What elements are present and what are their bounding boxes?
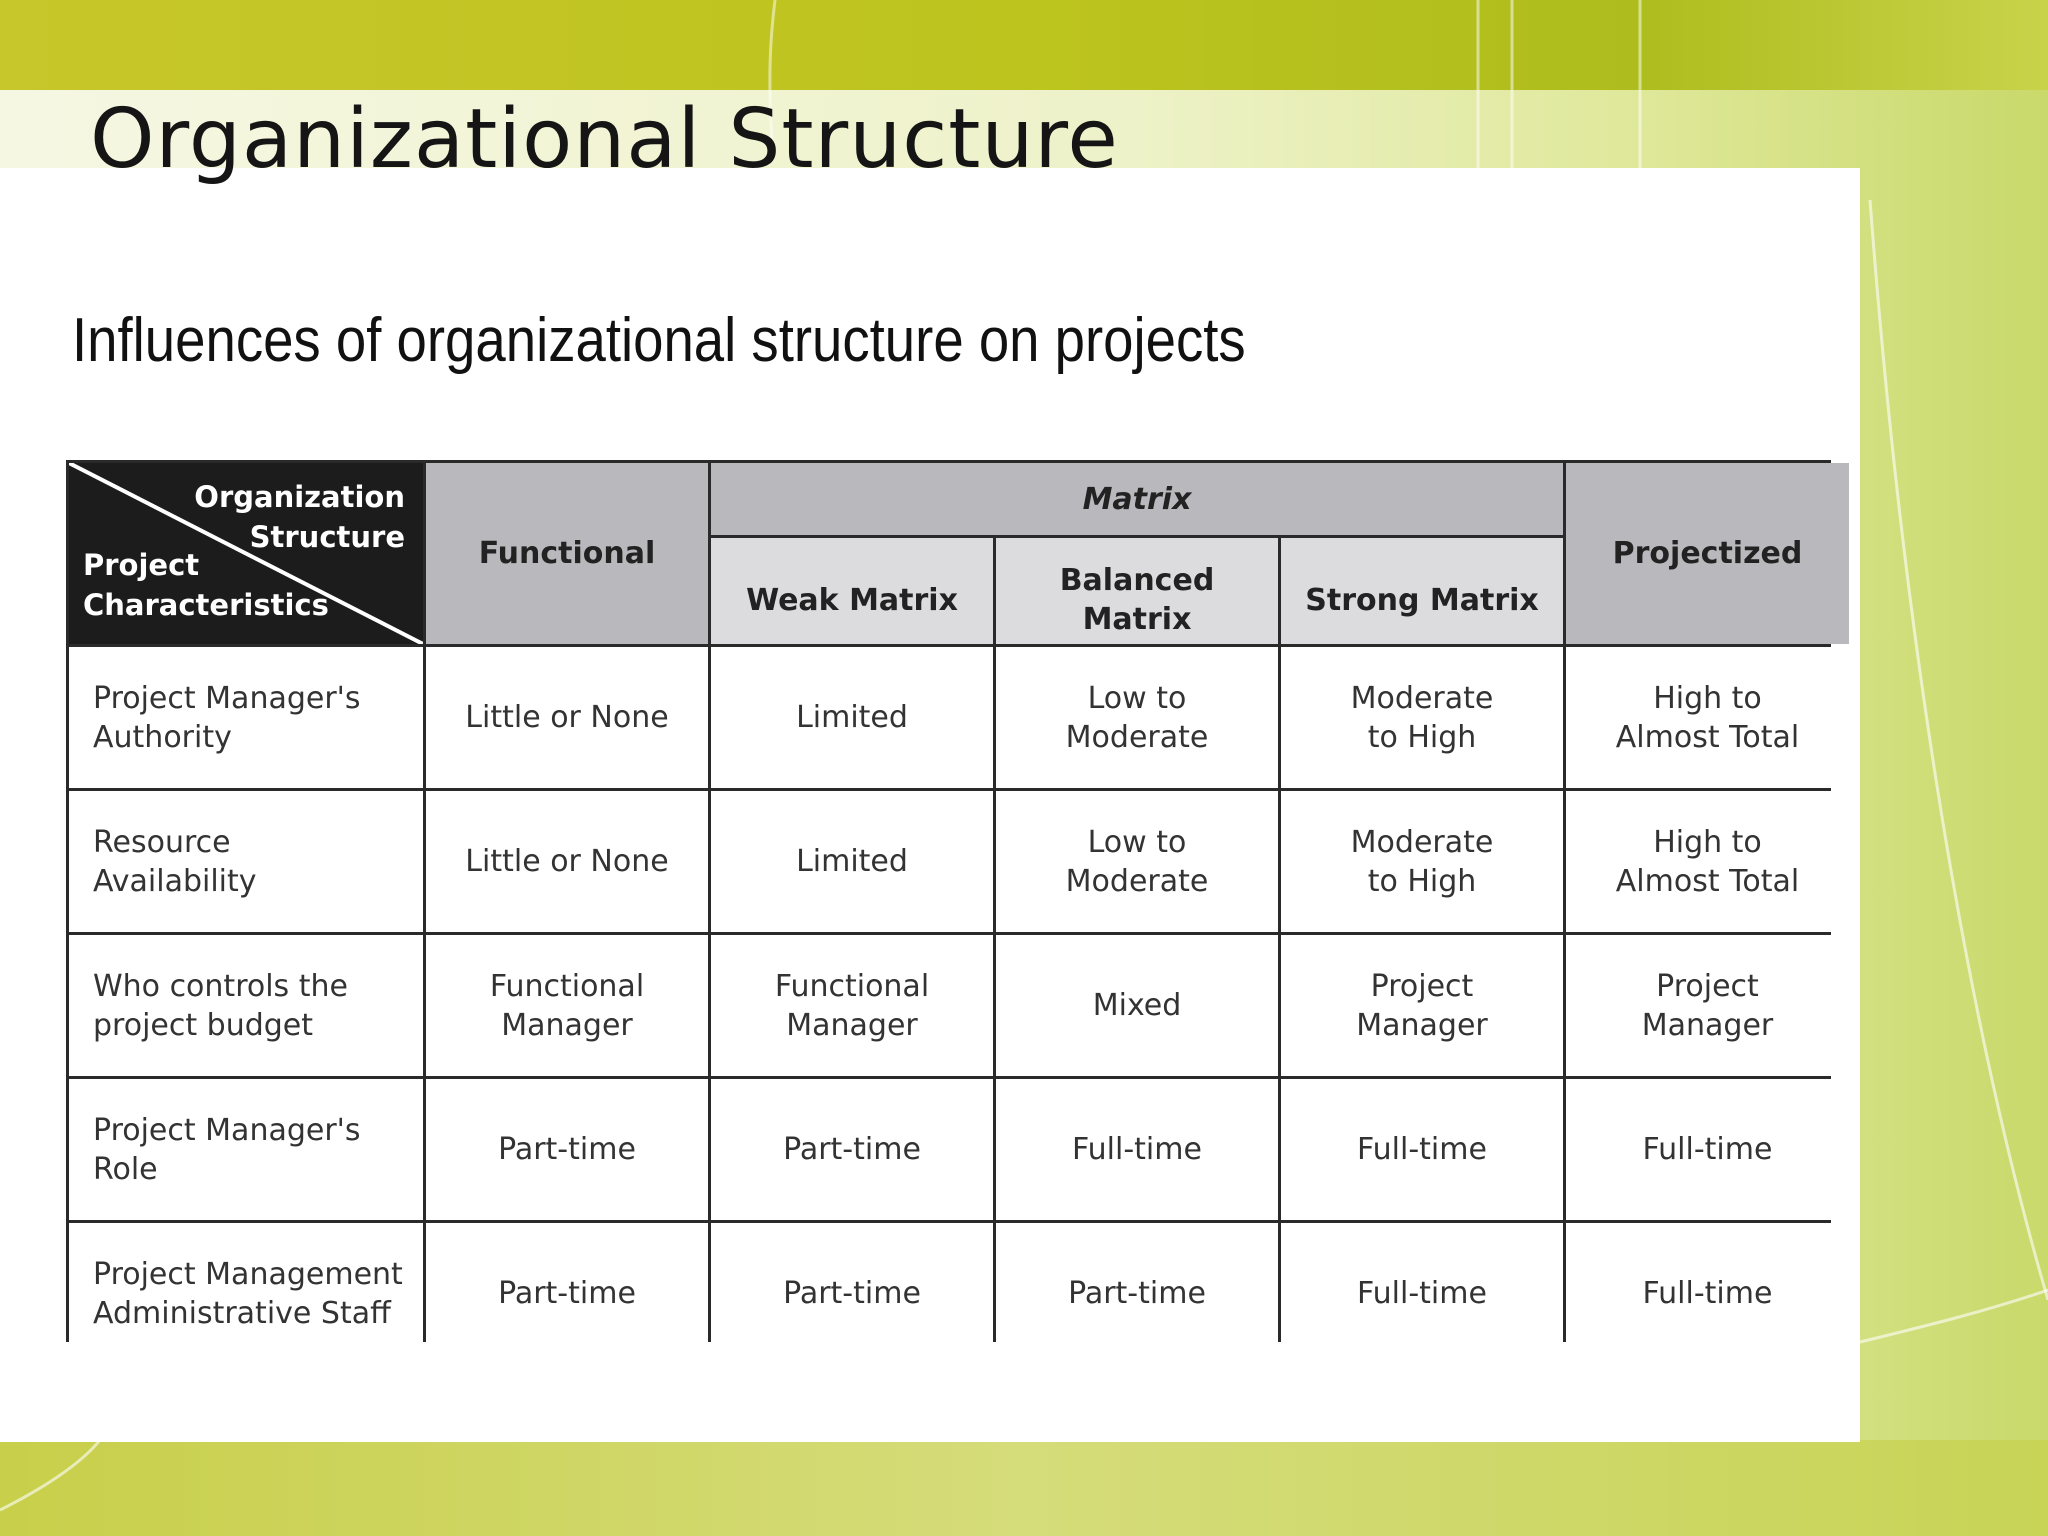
row-label-admin-staff: Project Management Administrative Staff: [69, 1223, 423, 1364]
table-cell: Low to Moderate: [996, 647, 1278, 788]
table-cell: Full-time: [996, 1079, 1278, 1220]
org-structure-table: [66, 460, 1831, 1342]
corner-project-line2: Characteristics: [83, 588, 329, 622]
table-cell: Little or None: [426, 647, 708, 788]
header-projectized: Projectized: [1566, 463, 1849, 644]
table-corner-header: [69, 463, 423, 644]
table-cell: Part-time: [426, 1223, 708, 1364]
header-weak-matrix: Weak Matrix: [711, 538, 993, 644]
top-accent-band: [0, 0, 2048, 90]
table-cell: Full-time: [1281, 1079, 1563, 1220]
table-cell: Part-time: [426, 1079, 708, 1220]
table-cell: Moderate to High: [1281, 791, 1563, 932]
table-cell: Part-time: [711, 1223, 993, 1364]
corner-org-line2: Structure: [249, 520, 405, 554]
table-cell: Limited: [711, 791, 993, 932]
row-label-resource-availability: Resource Availability: [69, 791, 423, 932]
table-cell: Part-time: [711, 1079, 993, 1220]
row-label-budget-control: Who controls the project budget: [69, 935, 423, 1076]
table-cell: Functional Manager: [426, 935, 708, 1076]
table-cell: Full-time: [1566, 1079, 1849, 1220]
table-cell: Little or None: [426, 791, 708, 932]
slide-title: Organizational Structure: [90, 92, 1119, 187]
table-cell: Project Manager: [1281, 935, 1563, 1076]
table-cell: Full-time: [1566, 1223, 1849, 1364]
table-cell: Moderate to High: [1281, 647, 1563, 788]
slide-subtitle: Influences of organizational structure on projects: [72, 306, 1246, 375]
header-matrix: Matrix: [711, 463, 1563, 535]
table-cell: Part-time: [996, 1223, 1278, 1364]
table-cell: High to Almost Total: [1566, 791, 1849, 932]
table-cell: Low to Moderate: [996, 791, 1278, 932]
header-strong-matrix: Strong Matrix: [1281, 538, 1563, 644]
row-label-pm-role: Project Manager's Role: [69, 1079, 423, 1220]
row-label-pm-authority: Project Manager's Authority: [69, 647, 423, 788]
header-functional: Functional: [426, 463, 708, 644]
table-cell: Full-time: [1281, 1223, 1563, 1364]
bottom-accent-band: [0, 1440, 2048, 1536]
table-cell: Limited: [711, 647, 993, 788]
table-cell: Project Manager: [1566, 935, 1849, 1076]
corner-org-line1: Organization: [194, 480, 405, 514]
corner-project-line1: Project: [83, 548, 200, 582]
header-balanced-matrix: Balanced Matrix: [996, 538, 1278, 644]
table-cell: High to Almost Total: [1566, 647, 1849, 788]
table-cell: Functional Manager: [711, 935, 993, 1076]
table-cell: Mixed: [996, 935, 1278, 1076]
